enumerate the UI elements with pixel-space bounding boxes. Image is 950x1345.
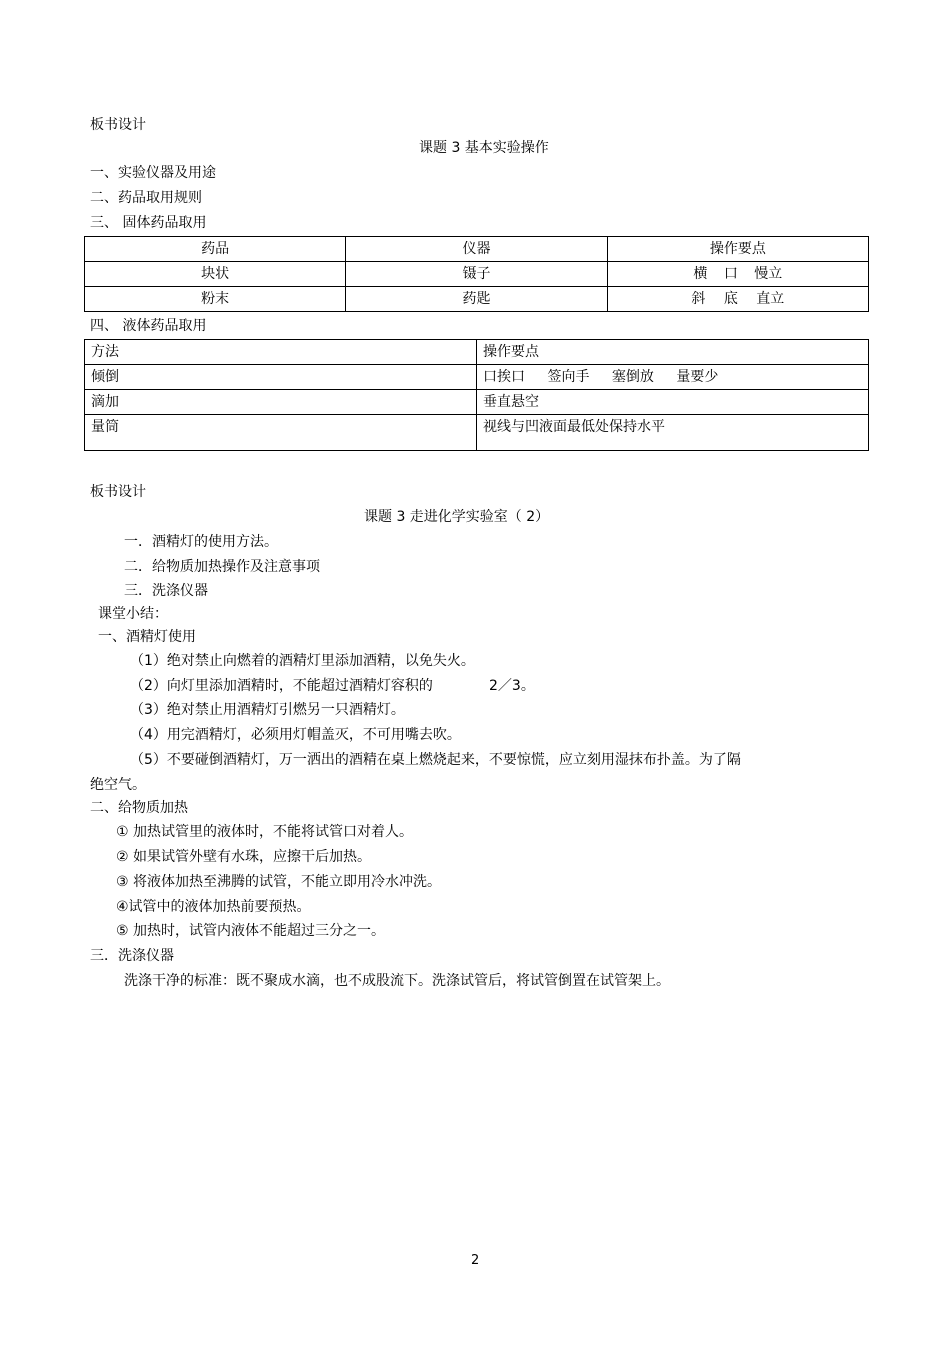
table-cell: 斜 底 直立: [607, 287, 868, 312]
part1-item: （3）绝对禁止用酒精灯引燃另一只酒精灯。: [130, 702, 405, 718]
table-header-row: [85, 237, 869, 262]
part1-item: （2）向灯里添加酒精时，不能超过酒精灯容积的: [130, 678, 433, 694]
board-design-heading-2: 板书设计: [90, 484, 146, 500]
table-cell: 药匙: [346, 287, 607, 312]
part3-text: 洗涤干净的标准：既不聚成水滴，也不成股流下。洗涤试管后，将试管倒置在试管架上。: [124, 973, 670, 989]
table-header-cell: 方法: [85, 340, 477, 365]
liquid-heading: 四、 液体药品取用: [90, 318, 207, 334]
part2-item: ① 加热试管里的液体时，不能将试管口对着人。: [116, 824, 413, 840]
table-header-row: [85, 340, 869, 365]
table-cell: 块状: [85, 262, 346, 287]
part1-item: （5）不要碰倒酒精灯，万一洒出的酒精在桌上燃烧起来，不要惊慌，应立刻用湿抹布扑盖。为了隔: [130, 752, 741, 768]
outline-item: 一．酒精灯的使用方法。: [124, 534, 278, 550]
table-cell: 垂直悬空: [477, 390, 869, 415]
table-cell: 粉末: [85, 287, 346, 312]
outline-item: 二．给物质加热操作及注意事项: [124, 559, 320, 575]
part3-heading: 三．洗涤仪器: [90, 948, 174, 964]
outline-item: 二、药品取用规则: [90, 190, 202, 206]
table-header-cell: 操作要点: [607, 237, 868, 262]
table-header-cell: 药品: [85, 237, 346, 262]
page-number: 2: [471, 1253, 480, 1268]
table-cell: 口挨口 签向手 塞倒放 量要少: [477, 365, 869, 390]
board-design-heading-1: 板书设计: [90, 117, 146, 133]
part2-item: ④试管中的液体加热前要预热。: [116, 899, 311, 915]
part2-item: ② 如果试管外壁有水珠，应擦干后加热。: [116, 849, 371, 865]
part2-item: ③ 将液体加热至沸腾的试管，不能立即用冷水冲洗。: [116, 874, 441, 890]
table-row: [85, 390, 869, 415]
table-cell: 量筒: [85, 415, 477, 451]
outline-item: 三．洗涤仪器: [124, 583, 208, 599]
outline-item: 三、 固体药品取用: [90, 215, 207, 231]
table-cell: 滴加: [85, 390, 477, 415]
part1-item-fraction: 2／3。: [489, 678, 535, 694]
liquid-reagent-table: [84, 339, 869, 451]
part1-item-continuation: 绝空气。: [90, 777, 146, 793]
table-cell: 视线与凹液面最低处保持水平: [477, 415, 869, 451]
table-cell: 横 口 慢立: [607, 262, 868, 287]
table-cell: 倾倒: [85, 365, 477, 390]
summary-label: 课堂小结：: [98, 606, 168, 622]
part1-heading: 一、酒精灯使用: [98, 629, 196, 645]
outline-item: 一、实验仪器及用途: [90, 165, 216, 181]
lesson-title-1: 课题 3 基本实验操作: [419, 140, 549, 156]
table-row: [85, 365, 869, 390]
table-row: [85, 287, 869, 312]
lesson-title-2: 课题 3 走进化学实验室（ 2）: [364, 509, 550, 525]
table-header-cell: 仪器: [346, 237, 607, 262]
table-row: [85, 262, 869, 287]
solid-reagent-table: [84, 236, 869, 312]
part2-item: ⑤ 加热时，试管内液体不能超过三分之一。: [116, 923, 385, 939]
table-row: [85, 415, 869, 451]
part1-item: （4）用完酒精灯，必须用灯帽盖灭，不可用嘴去吹。: [130, 727, 461, 743]
table-cell: 镊子: [346, 262, 607, 287]
part1-item: （1）绝对禁止向燃着的酒精灯里添加酒精，以免失火。: [130, 653, 475, 669]
part2-heading: 二、给物质加热: [90, 800, 188, 816]
table-header-cell: 操作要点: [477, 340, 869, 365]
